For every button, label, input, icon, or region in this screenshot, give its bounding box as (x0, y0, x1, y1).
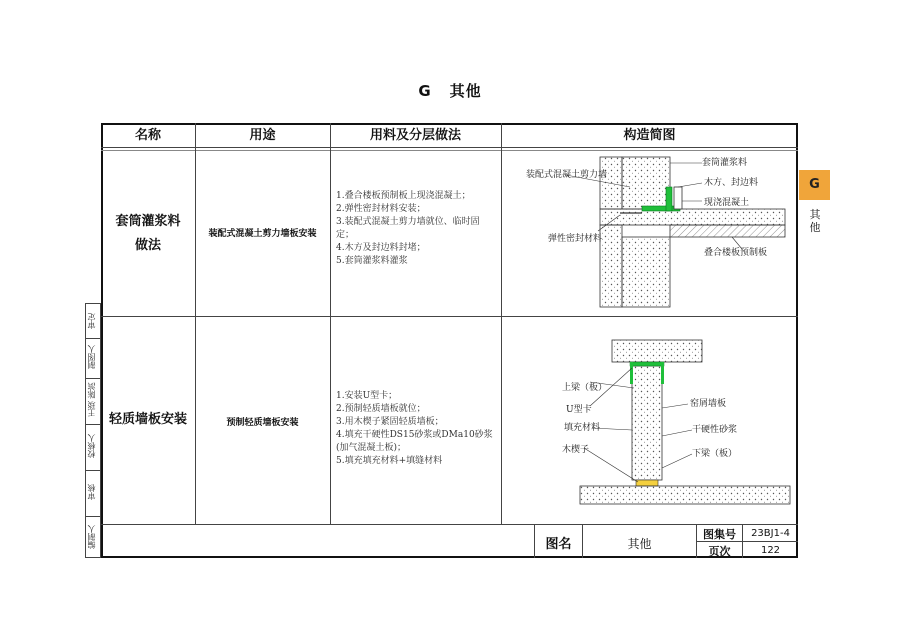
u-clip (630, 362, 664, 366)
timber-block (674, 187, 682, 209)
label-dry-mortar: 干硬性砂浆 (692, 425, 738, 435)
side-tab-letter: G (799, 170, 830, 200)
upper-insulation (600, 157, 622, 209)
label-slab: 叠合楼板预制板 (704, 248, 768, 258)
label-filler: 填充材料 (564, 423, 601, 433)
side-tab-text: 其他 (809, 208, 821, 234)
label-partition: 窑屑墙板 (690, 399, 727, 409)
atlas-no-label: 图集号 (703, 528, 736, 541)
upper-wall (622, 157, 670, 209)
label-wedge: 木楔子 (562, 445, 590, 455)
upper-beam (612, 340, 702, 362)
precast-slab (670, 225, 785, 237)
label-timber: 木方、封边料 (704, 178, 759, 188)
strip-approver: 审定 (87, 313, 96, 329)
cast-slab (600, 209, 785, 225)
page-no: 122 (760, 545, 781, 556)
label-grout: 套筒灌浆料 (702, 158, 748, 168)
row1-use: 装配式混凝土剪力墙板安装 (208, 229, 317, 239)
drawing-name: 其他 (627, 537, 652, 551)
strip-checker: 校核人 (87, 434, 96, 458)
table-bottom (101, 524, 798, 525)
header-divider (101, 147, 798, 148)
strip-editor: 编制人 (87, 525, 96, 549)
row1-steps: 1.叠合楼板预制板上现浇混凝土； 2.弹性密封材料安装； 3.装配式混凝土剪力墙就位、临时固 定； 4.木方及封边料封堵； 5.套筒灌浆料灌浆 (336, 191, 480, 266)
section-letter: G (418, 82, 432, 100)
signature-strip (85, 303, 101, 558)
row2-name: 轻质墙板安装 (108, 412, 187, 427)
partition-panel (632, 366, 662, 480)
row1-diagram (502, 151, 797, 315)
drawing-name-label: 图名 (545, 537, 572, 552)
strip-drafter: 制图人 (87, 345, 96, 369)
label-cast-concrete: 现浇混凝土 (704, 198, 750, 208)
row-divider (101, 316, 798, 317)
col-line-1 (195, 123, 196, 524)
grout-vertical (666, 187, 672, 211)
lower-insulation (600, 225, 622, 307)
label-sealant: 弹性密封材料 (548, 234, 603, 244)
col-line-2 (330, 123, 331, 524)
label-wall: 装配式混凝土剪力墙 (526, 170, 608, 180)
section-title: 其他 (449, 82, 482, 100)
header-use: 用途 (249, 128, 276, 143)
page-label: 页次 (708, 545, 731, 558)
lower-beam (580, 486, 790, 504)
label-u-clip: U型卡 (566, 405, 592, 415)
row2-diagram (502, 318, 797, 523)
mortar-bed (636, 480, 658, 486)
atlas-no: 23BJ1-4 (751, 528, 790, 539)
label-lower-beam: 下梁（板） (692, 449, 738, 459)
header-name: 名称 (134, 128, 161, 143)
page-title (0, 80, 900, 101)
strip-names: 王琰 陈滨 (87, 382, 96, 418)
header-materials: 用料及分层做法 (369, 128, 461, 143)
row2-use: 预制轻质墙板安装 (226, 418, 299, 428)
lower-wall (622, 237, 670, 307)
header-sketch: 构造简图 (623, 128, 676, 143)
label-upper-beam: 上梁（板） (562, 383, 608, 393)
row1-name: 套筒灌浆料 做法 (115, 214, 181, 253)
row2-steps: 1.安装U型卡； 2.预制轻质墙板就位； 3.用木楔子紧固轻质墙板； 4.填充干硬性DS15砂浆或DMa10砂浆 (加气混凝土板)； 5.填充填充材料+填缝材料 (336, 391, 493, 466)
strip-review: 审核 (87, 484, 96, 500)
